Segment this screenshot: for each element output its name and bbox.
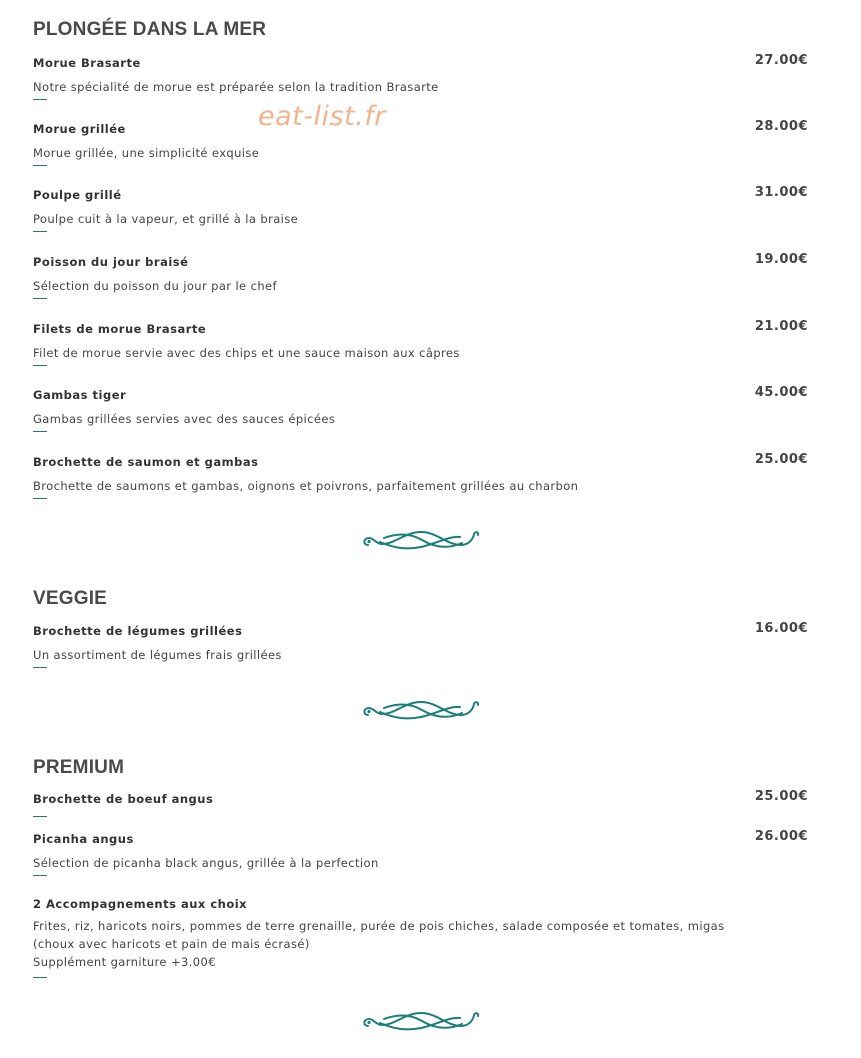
menu-item: [33, 53, 808, 100]
item-description: Gambas grillées servies avec des sauces épicées: [33, 412, 336, 426]
item-name: Poulpe grillé: [33, 188, 122, 202]
divider-dash: [33, 431, 47, 432]
item-price: 26.00€: [754, 829, 808, 844]
item-name: 2 Accompagnements aux choix: [33, 897, 248, 911]
menu-item: [33, 252, 808, 299]
watermark-text: eat-list.fr: [258, 101, 386, 132]
item-price: 28.00€: [754, 119, 808, 134]
divider-dash: [33, 365, 47, 366]
divider-dash: [33, 977, 47, 978]
item-description-line: Frites, riz, haricots noirs, pommes de terre grenaille, purée de pois chiches, salade composée et tomates, migas: [33, 919, 725, 933]
divider-dash: [33, 498, 47, 499]
item-price: 27.00€: [754, 53, 808, 68]
section-title-premium: PREMIUM: [33, 757, 125, 778]
item-price: 45.00€: [754, 385, 808, 400]
item-name: Brochette de légumes grillées: [33, 624, 243, 638]
item-description-line: (choux avec haricots et pain de mais écrasé): [33, 937, 310, 951]
menu-item: [33, 621, 808, 668]
item-price: 25.00€: [754, 789, 808, 804]
section-title-veggie: VEGGIE: [33, 588, 108, 609]
divider-dash: [33, 165, 47, 166]
item-description: Un assortiment de légumes frais grillées: [33, 648, 282, 662]
item-name: Morue Brasarte: [33, 56, 141, 70]
item-price: 31.00€: [754, 185, 808, 200]
menu-item: [33, 452, 808, 499]
item-price: 21.00€: [754, 319, 808, 334]
menu-item: [33, 385, 808, 432]
menu-item: [33, 897, 808, 978]
item-description-line: Supplément garniture +3.00€: [33, 955, 216, 969]
menu-item: [33, 789, 808, 817]
flourish-ornament-icon: [360, 528, 482, 554]
menu-item: [33, 119, 808, 166]
divider-dash: [33, 875, 47, 876]
flourish-ornament-icon: [360, 698, 482, 724]
item-description: Brochette de saumons et gambas, oignons et poivrons, parfaitement grillées au charbon: [33, 479, 579, 493]
divider-dash: [33, 99, 47, 100]
divider-dash: [33, 816, 47, 817]
item-name: Morue grillée: [33, 122, 126, 136]
item-price: 25.00€: [754, 452, 808, 467]
section-title-sea: PLONGÉE DANS LA MER: [33, 19, 267, 40]
item-price: 19.00€: [754, 252, 808, 267]
item-name: Gambas tiger: [33, 388, 127, 402]
item-price: 16.00€: [754, 621, 808, 636]
item-description: Morue grillée, une simplicité exquise: [33, 146, 260, 160]
menu-item: [33, 319, 808, 366]
divider-dash: [33, 298, 47, 299]
item-name: Brochette de saumon et gambas: [33, 455, 259, 469]
item-description: Notre spécialité de morue est préparée selon la tradition Brasarte: [33, 80, 439, 94]
item-name: Filets de morue Brasarte: [33, 322, 207, 336]
menu-item: [33, 829, 808, 876]
flourish-ornament-icon: [360, 1009, 482, 1035]
item-description: Filet de morue servie avec des chips et une sauce maison aux câpres: [33, 346, 460, 360]
item-description: Sélection du poisson du jour par le chef: [33, 279, 277, 293]
item-name: Picanha angus: [33, 832, 134, 846]
item-name: Poisson du jour braisé: [33, 255, 189, 269]
divider-dash: [33, 231, 47, 232]
item-description: Poulpe cuit à la vapeur, et grillé à la braise: [33, 212, 299, 226]
menu-item: [33, 185, 808, 232]
item-description: Sélection de picanha black angus, grillée à la perfection: [33, 856, 379, 870]
item-name: Brochette de boeuf angus: [33, 792, 214, 806]
divider-dash: [33, 667, 47, 668]
